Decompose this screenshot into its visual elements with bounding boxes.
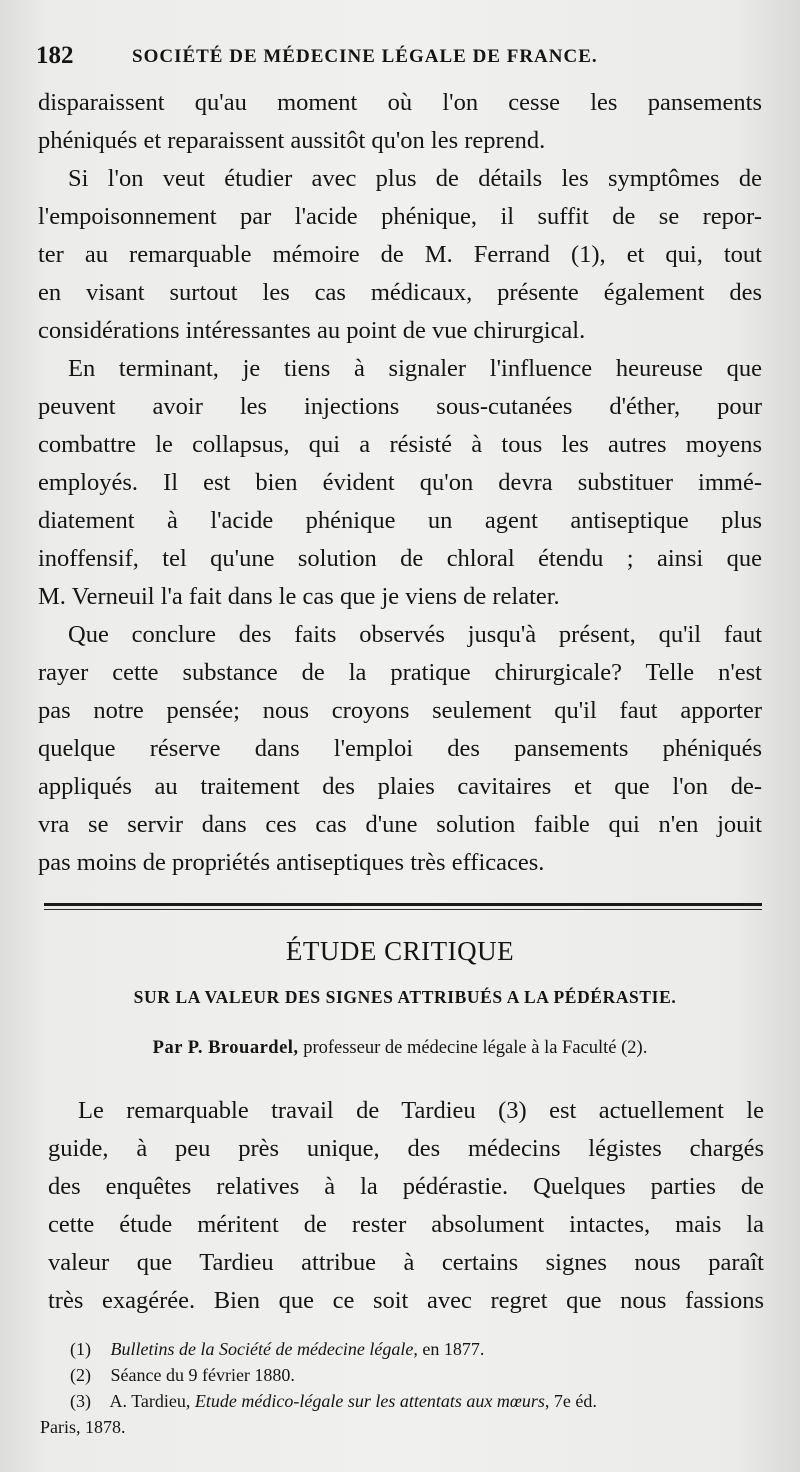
text-line: Si l'on veut étudier avec plus de détails les symptômes de	[68, 165, 762, 192]
text-line: valeur que Tardieu attribue à certains signes nous paraît	[48, 1249, 764, 1276]
text-line: ter au remarquable mémoire de M. Ferrand (1), et qui, tout	[38, 241, 762, 268]
text-line: Le remarquable travail de Tardieu (3) est actuellement le	[78, 1097, 764, 1124]
footnote-author: A. Tardieu,	[109, 1391, 195, 1411]
paragraph	[38, 616, 762, 882]
author-name: Par P. Brouardel,	[152, 1038, 299, 1058]
section-subtitle: SUR LA VALEUR DES SIGNES ATTRIBUÉS A LA PÉDÉRASTIE.	[133, 987, 677, 1007]
footnote-text: Paris, 1878.	[40, 1417, 126, 1437]
footnote-number: (1)	[70, 1339, 91, 1359]
footnote	[40, 1388, 764, 1414]
footnote-continuation	[40, 1414, 764, 1440]
text-line: combattre le collapsus, qui a résisté à tous les autres moyens	[38, 431, 762, 458]
text-line: cette étude méritent de rester absolument intactes, mais la	[48, 1211, 764, 1238]
text-line: guide, à peu près unique, des médecins légistes chargés	[48, 1135, 764, 1162]
footnote-text: , en 1877.	[413, 1339, 485, 1359]
text-line: rayer cette substance de la pratique chirurgicale? Telle n'est	[38, 659, 762, 686]
paragraph	[38, 350, 762, 616]
running-title: SOCIÉTÉ DE MÉDECINE LÉGALE DE FRANCE.	[132, 46, 598, 67]
footnote	[40, 1336, 764, 1362]
paragraph	[38, 160, 762, 350]
text-line: des enquêtes relatives à la pédérastie. Quelques parties de	[48, 1173, 764, 1200]
section-separator	[44, 903, 762, 906]
footnote-text: , 7e éd.	[544, 1391, 597, 1411]
section-title: ÉTUDE CRITIQUE	[285, 936, 515, 966]
text-line: phéniqués et reparaissent aussitôt qu'on les reprend.	[38, 127, 546, 154]
text-line: pas moins de propriétés antiseptiques très efficaces.	[38, 849, 545, 876]
footnote	[40, 1362, 764, 1388]
text-line: peuvent avoir les injections sous-cutanées d'éther, pour	[38, 393, 762, 420]
text-line: inoffensif, tel qu'une solution de chloral étendu ; ainsi que	[38, 545, 762, 572]
paragraph	[48, 1092, 764, 1320]
footnote-number: (2)	[70, 1365, 91, 1385]
footnote-title: Bulletins de la Société de médecine légale	[110, 1339, 414, 1359]
page-number: 182	[36, 42, 74, 69]
text-line: considérations intéressantes au point de vue chirurgical.	[38, 317, 586, 344]
author-byline	[0, 1038, 800, 1059]
text-line: très exagérée. Bien que ce soit avec regret que nous fassions	[48, 1287, 764, 1314]
paragraph-continuation	[38, 84, 762, 160]
text-line: appliqués au traitement des plaies cavitaires et que l'on de-	[38, 773, 762, 800]
page-header	[36, 40, 760, 80]
text-line: En terminant, je tiens à signaler l'influence heureuse que	[68, 355, 762, 382]
footnote-number: (3)	[70, 1391, 91, 1411]
text-line: diatement à l'acide phénique un agent antiseptique plus	[38, 507, 762, 534]
text-line: pas notre pensée; nous croyons seulement qu'il faut apporter	[38, 697, 762, 724]
text-line: Que conclure des faits observés jusqu'à présent, qu'il faut	[68, 621, 762, 648]
text-line: en visant surtout les cas médicaux, présente également des	[38, 279, 762, 306]
footnote-title: Etude médico-légale sur les attentats aux mœurs	[194, 1391, 545, 1411]
author-affiliation: professeur de médecine légale à la Faculté (2).	[298, 1038, 648, 1058]
text-line: vra se servir dans ces cas d'une solution faible qui n'en jouit	[38, 811, 762, 838]
footnote-text: Séance du 9 février 1880.	[110, 1365, 295, 1385]
text-line: l'empoisonnement par l'acide phénique, il suffit de se repor-	[38, 203, 762, 230]
footnotes	[40, 1336, 764, 1440]
text-line: employés. Il est bien évident qu'on devra substituer immé-	[38, 469, 762, 496]
text-line: M. Verneuil l'a fait dans le cas que je viens de relater.	[38, 583, 560, 610]
text-line: disparaissent qu'au moment où l'on cesse les pansements	[38, 89, 762, 116]
text-line: quelque réserve dans l'emploi des pansements phéniqués	[38, 735, 762, 762]
section-separator-thin	[44, 909, 762, 910]
